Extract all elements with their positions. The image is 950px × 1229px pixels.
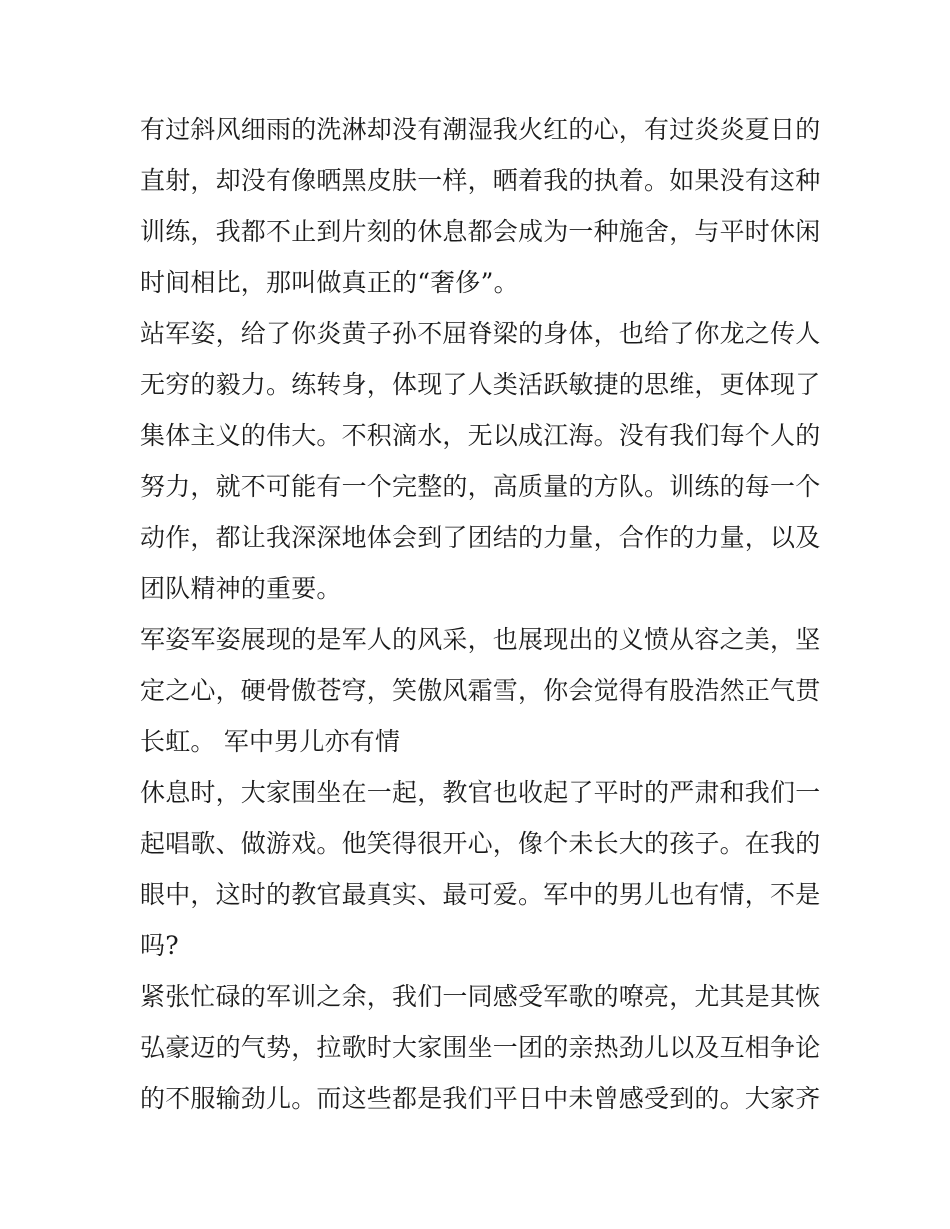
text-line: 定之心，硬骨傲苍穹，笑傲风霜雪，你会觉得有股浩然正气贯	[140, 676, 821, 705]
text-line: 站军姿，给了你炎黄子孙不屈脊梁的身体，也给了你龙之传人	[140, 319, 821, 348]
text-line: 弘豪迈的气势，拉歌时大家围坐一团的亲热劲儿以及互相争论	[140, 1033, 821, 1062]
text-line: 吗?	[140, 931, 179, 960]
text-line: 训练，我都不止到片刻的休息都会成为一种施舍，与平时休闲	[140, 217, 821, 246]
text-line: 长虹。 军中男儿亦有情	[140, 727, 401, 756]
text-line: 有过斜风细雨的洗淋却没有潮湿我火红的心，有过炎炎夏日的	[140, 115, 821, 144]
paragraph-2	[140, 308, 821, 614]
text-line: 直射，却没有像晒黑皮肤一样，晒着我的执着。如果没有这种	[140, 166, 821, 195]
text-line: 团队精神的重要。	[140, 574, 342, 603]
text-line: 休息时，大家围坐在一起，教官也收起了平时的严肃和我们一	[140, 778, 821, 807]
document-body	[140, 104, 821, 1124]
paragraph-3	[140, 614, 821, 767]
text-line: 的不服输劲儿。而这些都是我们平日中未曾感受到的。大家齐	[140, 1084, 821, 1113]
paragraph-5	[140, 971, 821, 1124]
paragraph-1	[140, 104, 821, 308]
text-line: 努力，就不可能有一个完整的，高质量的方队。训练的每一个	[140, 472, 821, 501]
paragraph-4	[140, 767, 821, 971]
text-line: 军姿军姿展现的是军人的风采，也展现出的义愤从容之美，坚	[140, 625, 821, 654]
text-line: 起唱歌、做游戏。他笑得很开心，像个未长大的孩子。在我的	[140, 829, 821, 858]
text-line: 动作，都让我深深地体会到了团结的力量，合作的力量，以及	[140, 523, 821, 552]
text-line: 集体主义的伟大。不积滴水，无以成江海。没有我们每个人的	[140, 421, 821, 450]
text-line: 眼中，这时的教官最真实、最可爱。军中的男儿也有情，不是	[140, 880, 821, 909]
text-line: 无穷的毅力。练转身，体现了人类活跃敏捷的思维，更体现了	[140, 370, 821, 399]
text-line: 时间相比，那叫做真正的“奢侈”。	[140, 268, 519, 297]
text-line: 紧张忙碌的军训之余，我们一同感受军歌的嘹亮，尤其是其恢	[140, 982, 821, 1011]
